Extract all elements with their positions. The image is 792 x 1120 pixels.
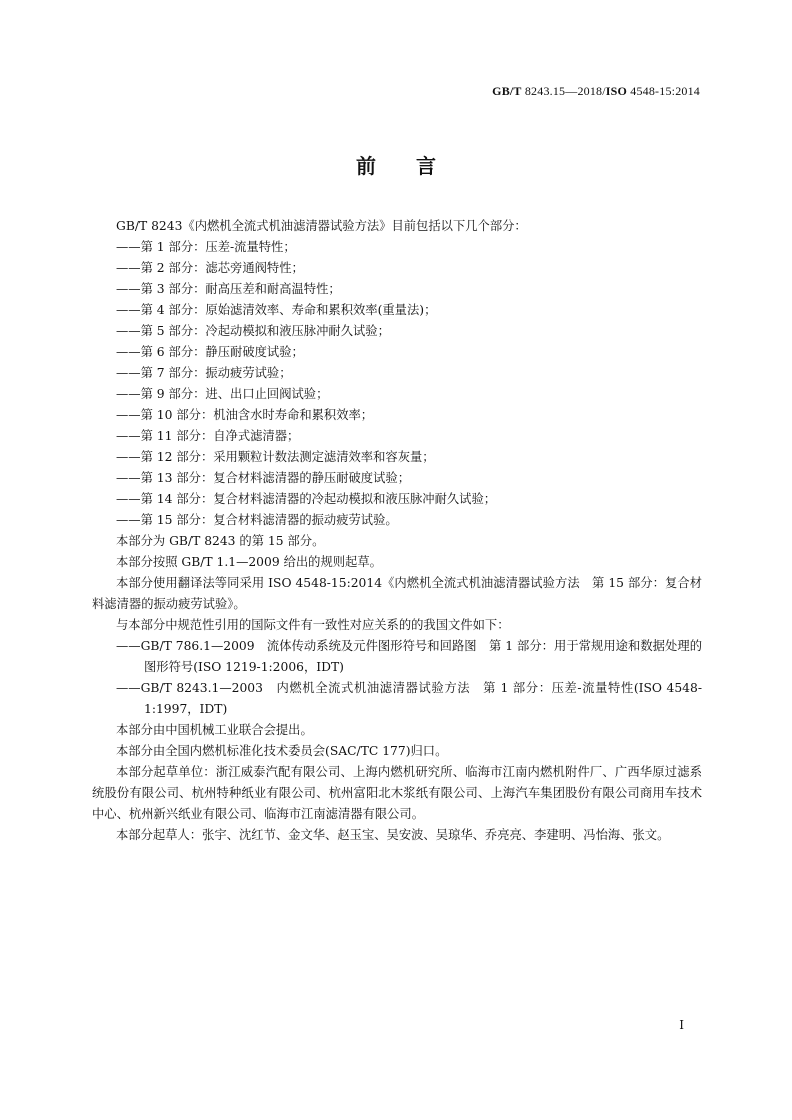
list-item: ——第 5 部分：冷起动模拟和液压脉冲耐久试验； (116, 324, 390, 338)
intro-paragraph: GB/T 8243《内燃机全流式机油滤清器试验方法》目前包括以下几个部分： (116, 219, 527, 233)
centralized-by-paragraph: 本部分由全国内燃机标准化技术委员会(SAC/TC 177)归口。 (116, 744, 448, 758)
list-item: ——第 11 部分：自净式滤清器； (116, 429, 300, 443)
list-item: ——第 7 部分：振动疲劳试验； (116, 366, 292, 380)
list-item: ——第 13 部分：复合材料滤清器的静压耐破度试验； (116, 471, 410, 485)
proposed-by-paragraph: 本部分由中国机械工业联合会提出。 (116, 723, 313, 737)
drafting-rules-paragraph: 本部分按照 GB/T 1.1—2009 给出的规则起草。 (116, 555, 382, 569)
list-item: ——第 1 部分：压差-流量特性； (116, 240, 296, 254)
references-intro-paragraph: 与本部分中规范性引用的国际文件有一致性对应关系的的我国文件如下： (116, 618, 510, 632)
part-number-paragraph: 本部分为 GB/T 8243 的第 15 部分。 (116, 534, 325, 548)
std-number: 8243.15—2018/ (521, 84, 606, 98)
list-item: ——第 15 部分：复合材料滤清器的振动疲劳试验。 (116, 513, 398, 527)
list-item: ——第 4 部分：原始滤清效率、寿命和累积效率(重量法)； (116, 303, 437, 317)
translation-paragraph: 本部分使用翻译法等同采用 ISO 4548-15:2014《内燃机全流式机油滤清器试验方法 第 15 部分：复合材料滤清器的振动疲劳试验》。 (92, 576, 702, 611)
drafters-paragraph: 本部分起草人：张宇、沈红节、金文华、赵玉宝、吴安波、吴琼华、乔亮亮、李建明、冯怡海、张文。 (116, 828, 670, 842)
list-item: ——第 12 部分：采用颗粒计数法测定滤清效率和容灰量； (116, 450, 435, 464)
list-item: ——第 14 部分：复合材料滤清器的冷起动模拟和液压脉冲耐久试验； (116, 492, 497, 506)
iso-prefix: ISO (605, 84, 628, 98)
drafting-units-paragraph: 本部分起草单位：浙江威泰汽配有限公司、上海内燃机研究所、临海市江南内燃机附件厂、广西华原过滤系统股份有限公司、杭州特种纸业有限公司、杭州富阳北木浆纸有限公司、上海汽车集团股份有限公司商用车技术中心、杭州新兴纸业有限公司、临海市江南滤清器有限公司。 (92, 765, 702, 821)
iso-number: 4548-15:2014 (627, 84, 700, 98)
list-item: ——第 10 部分：机油含水时寿命和累积效率； (116, 408, 374, 422)
list-item: ——第 9 部分：进、出口止回阀试验； (116, 387, 329, 401)
document-body (92, 216, 702, 846)
standard-code (492, 84, 700, 99)
page-number: I (679, 1018, 684, 1032)
list-item: ——第 3 部分：耐高压差和耐高温特性； (116, 282, 341, 296)
list-item: ——第 6 部分：静压耐破度试验； (116, 345, 304, 359)
list-item: ——第 2 部分：滤芯旁通阀特性； (116, 261, 304, 275)
reference-item: ——GB/T 8243.1—2003 内燃机全流式机油滤清器试验方法 第 1 部分：压差-流量特性(ISO 4548-1:1997，IDT) (116, 681, 702, 716)
page-title: 前言 (356, 154, 476, 178)
std-prefix: GB/T (492, 84, 522, 98)
reference-item: ——GB/T 786.1—2009 流体传动系统及元件图形符号和回路图 第 1 部分：用于常规用途和数据处理的图形符号(ISO 1219-1:2006，IDT) (116, 639, 702, 674)
